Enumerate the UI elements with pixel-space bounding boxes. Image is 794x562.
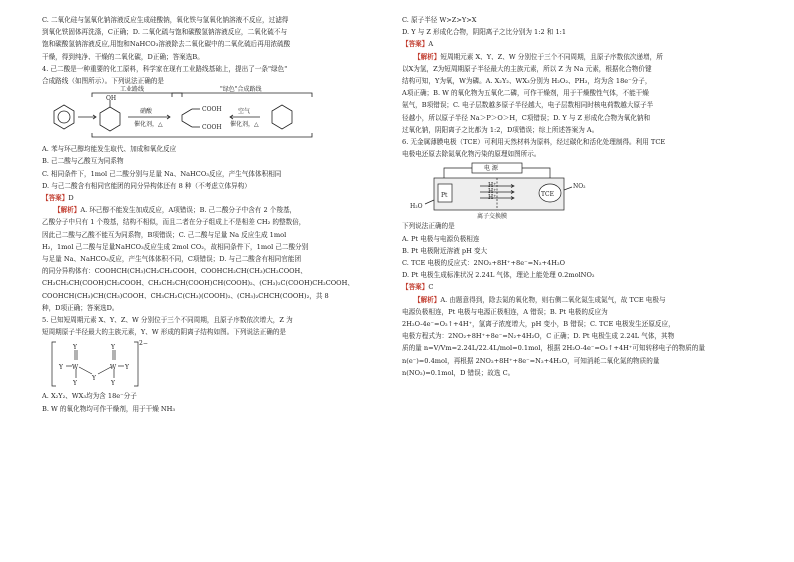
reagent-air: 空气 <box>238 108 251 116</box>
analysis-line <box>402 51 757 63</box>
option-c: C. TCE 电极的反应式：2NO₂+8H⁺+8e⁻=N₂+4H₂O <box>402 259 566 268</box>
atom-y: Y <box>111 344 115 352</box>
no2-label: NO₂ <box>573 183 586 191</box>
analysis-line: 电极方程式为：2NO₂+8H⁺+8e⁻=N₂+4H₂O，C 正确；D. Pt 电极生成 2.24L 气体，其物 <box>402 332 675 341</box>
atom-y: Y <box>125 364 129 372</box>
answer-line <box>402 281 757 293</box>
atom-y: Y <box>111 380 115 388</box>
analysis-line: 的同分异构体有：COOHCH(CH₃)CH₂CH₂COOH、COOHCH₂CH(CH₃)CH₂COOH、 <box>42 267 307 276</box>
atom-y: Y <box>59 364 63 372</box>
analysis-line: 与足量 Na、NaHCO₃反应，产生气体体积不同，C项错误；D. 与己二酸含有相同官能团 <box>42 255 302 264</box>
left-column <box>42 14 397 415</box>
analysis-line: CH₃CH₂CH(COOH)CH₂COOH、CH₃CH₂CH(COOH)CH(COOH)₂、(CH₃)₂C(COOH)CH₂COOH、 <box>42 279 354 288</box>
analysis-line: 径越小，所以原子半径 Na＞P＞O＞H，C项错误；D. Y 与 Z 形成化合物为氧化钠和 <box>402 113 651 122</box>
analysis-line <box>402 294 757 306</box>
reagent-nitric-acid: 硝酸 <box>140 108 153 116</box>
power-source-label: 电 源 <box>484 165 498 173</box>
industrial-route-label: 工业路线 <box>120 86 145 94</box>
analysis-line: A项正确；B. W 的氧化物为五氧化二磷，可作干燥剂，用于干燥酸性气体，不能干燥 <box>402 89 649 98</box>
question-5-stem: 短周期原子半径最大的主族元素，Y、W 形成的阴离子结构如图。下列说法正确的是 <box>42 328 287 337</box>
analysis-line: 氨气，B项错误；C. 电子层数越多原子半径越大，电子层数相同时核电荷数越大原子半 <box>402 101 654 110</box>
green-route-label: "绿色"合成路线 <box>220 86 262 94</box>
proton-label: H⁺ <box>488 194 497 202</box>
option-a: A. 苯与环己醇均能发生取代、加成和氧化反应 <box>42 145 177 154</box>
condition-catalyst-1: 催化剂，△ <box>134 121 163 129</box>
analysis-tag: 【解析】 <box>414 295 441 304</box>
charge-label: 2− <box>139 340 148 348</box>
analysis-line: H₂，1mol 己二酸与足量NaHCO₃反应生成 2mol CO₂，故相同条件下，1mol 己二酸分别 <box>42 242 309 251</box>
answer-line <box>402 38 757 50</box>
option-c: C. 相同条件下，1mol 己二酸分别与足量 Na、NaHCO₃反应，产生气体体积相同 <box>42 169 282 178</box>
option-d: D. Pt 电极生成标准状况 2.24L 气体，理论上能处理 0.2molNO₂ <box>402 271 595 280</box>
answer-tag: 【答案】 <box>402 283 429 292</box>
right-column <box>402 14 757 379</box>
text-line: C. 二氧化硅与氢氧化钠溶液反应生成硅酸钠，氧化铁与氢氧化钠溶液不反应，过滤得 <box>42 16 289 24</box>
option-a: A. Pt 电极与电源负极相连 <box>402 234 480 243</box>
synthesis-route-figure <box>42 87 342 143</box>
question-4-stem: 4. 己二酸是一种重要的化工原料，科学家在现有工业路线基础上，提出了一条"绿色" <box>42 64 288 73</box>
analysis-tag: 【解析】 <box>414 52 441 61</box>
answer-tag: 【答案】 <box>42 194 69 203</box>
anion-structure-figure <box>42 338 162 390</box>
answer-tag: 【答案】 <box>402 40 429 49</box>
hydroxyl-label: OH <box>106 95 117 103</box>
condition-catalyst-2: 催化剂，△ <box>230 121 259 129</box>
text-line: 到氧化铁固体再洗涤，C正确；D. 二氧化硫与饱和碳酸氢钠溶液反应，二氧化硫不与 <box>42 28 288 37</box>
answer-line <box>42 192 397 204</box>
option-d: D. 与己二酸含有相同官能团的同分异构体还有 8 种（不考虑立体异构） <box>42 181 251 190</box>
electrolysis-diagram <box>422 160 642 220</box>
analysis-line: 结构可知，Y为氧，W为磷。A. X₂Y₂、WX₃分别为 H₂O₂、PH₃，均为含 18e⁻分子， <box>402 77 652 86</box>
analysis-line: 种，D项正确；答案选D。 <box>42 303 119 312</box>
atom-y: Y <box>92 375 96 383</box>
answer-value: D <box>68 194 74 203</box>
analysis-line: 电源负极相连，Pt 电极与电源正极相连，A 错误；B. Pt 电极的反应为 <box>402 307 608 316</box>
option-b: B. W 的氧化物均可作干燥剂，用于干燥 NH₃ <box>42 404 176 413</box>
answer-value: A <box>428 40 434 49</box>
answer-value: C <box>428 283 434 292</box>
option-d: D. Y 与 Z 形成化合物，阴阳离子之比分别为 1:2 和 1:1 <box>402 28 567 37</box>
proton-label: H⁺ <box>488 188 497 196</box>
analysis-line: 以X为氢，Z为短周期原子半径最大的主族元素，所以 Z 为 Na 元素，根据化合物价键 <box>402 64 652 73</box>
analysis-line: 因此己二酸与乙酸不能互为同系物，B项错误；C. 己二酸与足量 Na 反应生成 1mol <box>42 230 287 239</box>
cooh-label-2: COOH <box>202 124 222 132</box>
question-4-stem: 合成路线（如图所示）。下列说法正确的是 <box>42 77 164 86</box>
analysis-text: 短周期元素 X、Y、Z、W 分别位于三个不同周期，且原子序数依次递增，所 <box>440 52 663 61</box>
analysis-line: COOHCH(CH₃)CH(CH₃)COOH、CH₃CH₂C(CH₃)(COOH)₂、(CH₃)₂CHCH(COOH)₂，共 8 <box>42 291 329 300</box>
analysis-line: n(e⁻)=0.4mol，再根据 2NO₂+8H⁺+8e⁻=N₂+4H₂O，可知消耗二氧化氮的物质的量 <box>402 356 660 365</box>
synthesis-route-diagram <box>42 87 342 143</box>
question-6-stem: 6. 无金属薄膜电极（TCE）可利用天然材料为原料，经过碳化和活化处理制得。利用 TCE <box>402 138 666 147</box>
tce-electrode-label: TCE <box>541 191 554 199</box>
analysis-line: 2H₂O-4e⁻=O₂↑+4H⁺，氢离子浓度增大，pH 变小，B 错误；C. TCE 电极发生还原反应， <box>402 320 675 329</box>
option-b: B. 己二酸与乙酸互为同系物 <box>42 157 124 166</box>
question-6-stem: 电极电还原去除氮氧化物污染的原理如图所示。 <box>402 150 541 159</box>
membrane-label: 离子交换膜 <box>477 213 508 221</box>
proton-label: H⁺ <box>488 182 497 190</box>
question-5-stem: 5. 已知短周期元素 X、Y、Z、W 分别位于三个不同周期，且原子序数依次增大，Z 为 <box>42 316 293 325</box>
analysis-tag: 【解析】 <box>54 206 81 215</box>
text-line: 干燥，得到纯净、干燥的二氧化碳，D正确；答案选B。 <box>42 52 204 61</box>
pt-electrode-label: Pt <box>441 192 448 200</box>
option-a: A. X₂Y₂、WX₃均为含 18e⁻分子 <box>42 392 137 401</box>
question-6-prompt: 下列说法正确的是 <box>402 222 455 231</box>
analysis-line: 乙酸分子中只有 1 个羧基，结构不相似，而且二者在分子组成上不是相差 CH₂ 的整数倍， <box>42 218 306 227</box>
water-label: H₂O <box>410 203 423 211</box>
option-b: B. Pt 电极附近溶液 pH 变大 <box>402 246 488 255</box>
analysis-line: 质的量 n=V/Vm=2.24L/22.4L/mol=0.1mol，根据 2H₂O-4e⁻=O₂↑+4H⁺可知转移电子的物质的量 <box>402 344 705 353</box>
atom-y: Y <box>73 344 77 352</box>
option-c: C. 原子半径 W>Z>Y>X <box>402 16 477 24</box>
analysis-line <box>42 204 397 216</box>
atom-y: Y <box>73 380 77 388</box>
cooh-label-1: COOH <box>202 106 222 114</box>
electrolysis-figure <box>410 160 642 221</box>
analysis-line: 过氧化钠，阴阳离子之比都为 1:2，D项错误；综上所述答案为 A。 <box>402 125 599 134</box>
atom-w: W <box>110 364 117 372</box>
analysis-text: A. 由题意得到，除去氮的氧化物，则右侧二氧化氮生成氮气，故 TCE 电极与 <box>440 295 666 304</box>
analysis-text: A. 环己醇不能发生加成反应，A项错误；B. 己二酸分子中含有 2 个羧基， <box>80 206 297 215</box>
analysis-line: n(NO₂)=0.1mol，D 错误；故选 C。 <box>402 368 515 377</box>
text-line: 饱和碳酸氢钠溶液反应,用饱和NaHCO₃溶液除去二氧化碳中的二氧化硫后再用浓硫酸 <box>42 40 291 49</box>
atom-w: W <box>72 364 79 372</box>
